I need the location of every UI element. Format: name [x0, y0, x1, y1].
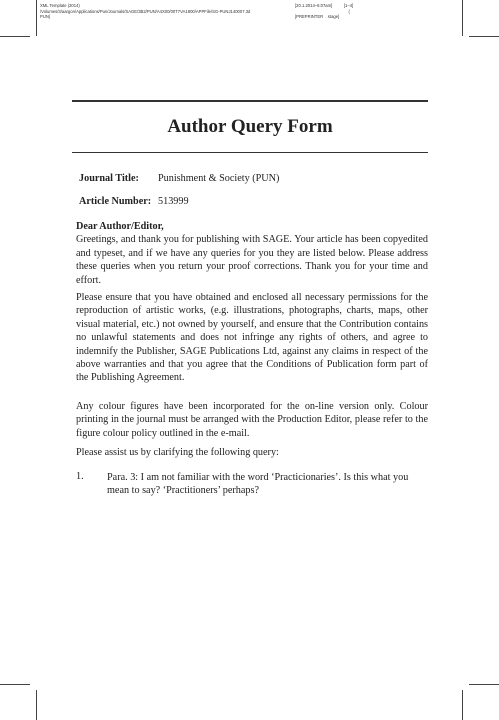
- crop-mark-bottom-right-h: [469, 684, 499, 685]
- crop-mark-bottom-right-v: [462, 690, 463, 720]
- colour-paragraph: Any colour figures have been incorporated for the on-line version only. Colour printing in the journal must be arranged with the Production Editor, please refer to the figure colour policy outlined in the e-mail.: [76, 401, 428, 439]
- crop-mark-top-right-v: [462, 0, 463, 36]
- intro-paragraph: Greetings, and thank you for publishing with SAGE. Your article has been copyedited and typeset, and if we have any queries for you they are listed below. Please address these queries when you return your proof corrections. Thank you for your time and effort.: [76, 234, 428, 286]
- slug-left: XML Template (2014) /Volumes/3/aargon/Applications/Pun/Journals/SAGE/3B2/PUN/A4X00/00T7VA1800/APPFile/SG-PUNJ140007.3d PUN): [40, 3, 251, 19]
- crop-mark-top-left-h: [0, 36, 30, 37]
- crop-mark-bottom-left-h: [0, 684, 30, 685]
- crop-mark-top-left-v: [36, 0, 37, 36]
- top-rule: [72, 100, 428, 102]
- crop-mark-bottom-left-v: [36, 690, 37, 720]
- article-value: 513999: [158, 196, 189, 207]
- journal-value: Punishment & Society (PUN): [158, 173, 280, 184]
- greeting-block: [76, 220, 428, 287]
- slug-right: [20.1.2014–6:07am] [1–4] ( [PREPRINTER stage]: [295, 3, 354, 19]
- query-text: Para. 3: I am not familiar with the word ‘Practicionaries’. Is this what you mean to say? ‘Practitioners’ perhaps?: [107, 472, 409, 497]
- page-title: Author Query Form: [167, 116, 333, 137]
- assist-line: Please assist us by clarifying the following query:: [76, 447, 279, 458]
- journal-field: [79, 173, 279, 184]
- article-field: [79, 196, 189, 207]
- permissions-paragraph: Please ensure that you have obtained and enclosed all necessary permissions for the reproduction of artistic works, (e.g. illustrations, photographs, charts, maps, other visual material, etc.) not owned by yourself, and ensure that the Contribution contains no unlawful statements and does not infringe any rights of others, and agree to indemnify the Publisher, SAGE Publications Ltd, against any claims in respect of the above warranties and that you agree that the Conditions of Publication form part of the Publishing Agreement.: [76, 292, 428, 384]
- article-label: Article Number:: [79, 196, 152, 207]
- greeting: Dear Author/Editor,: [76, 221, 164, 232]
- crop-mark-top-right-h: [469, 36, 499, 37]
- query-number: 1.: [76, 471, 84, 482]
- title-rule: [72, 152, 428, 153]
- journal-label: Journal Title:: [79, 173, 139, 184]
